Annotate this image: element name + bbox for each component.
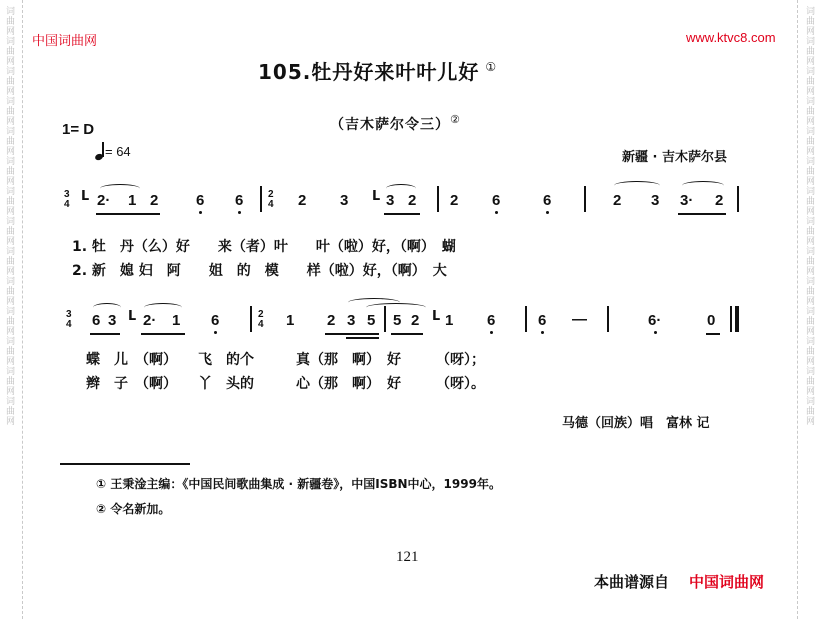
note: 6 [543,192,552,209]
song-region: 新疆 · 吉木萨尔县 [622,150,727,165]
note: 3· [680,192,694,209]
beam-underline [325,333,379,335]
song-subtitle [330,113,461,134]
note: 2 [327,312,336,329]
note: 1 [172,312,181,329]
breath-mark-icon: ᒪ [372,189,381,204]
performer-credit: 马德（回族）唱 富林 记 [562,416,710,431]
tempo-value: = 64 [105,144,131,159]
note: 6 [538,312,547,329]
note: 1 [445,312,454,329]
slur [366,303,426,312]
note: 6 [196,192,205,209]
barline [437,186,439,212]
slur [144,303,182,312]
barline [250,306,252,332]
beam-underline [90,333,120,335]
song-subtitle-text: （吉木萨尔令三） [330,117,450,133]
page-number: 121 [396,549,419,565]
time-signature: 3 4 [66,309,72,330]
beam-underline [391,333,423,335]
note: 1 [128,192,137,209]
title-footnote-mark: ① [485,60,498,74]
barline [525,306,527,332]
note: 2 [298,192,307,209]
watermark-text: 词曲网词曲网词曲网词曲网词曲网词曲网词曲网词曲网词曲网词曲网词曲网词曲网词曲网词曲网 [804,6,814,426]
beam-underline [678,213,726,215]
note: 2 [715,192,724,209]
slur [614,181,660,190]
source-prefix: 本曲谱源自 [594,573,670,591]
note: 1 [286,312,295,329]
note: 2· [97,192,111,209]
barline [584,186,586,212]
barline [737,186,739,212]
beam-underline [706,333,720,335]
note: 2· [143,312,157,329]
note: 2 [411,312,420,329]
lyrics-verse1-line2: 蝶 儿 （啊） 飞 的个 真（那 啊） 好 （呀）； [72,352,485,368]
time-signature: 2 4 [258,309,264,330]
site-name-left: 中国词曲网 [32,34,98,49]
watermark-text: 词曲网词曲网词曲网词曲网词曲网词曲网词曲网词曲网词曲网词曲网词曲网词曲网词曲网词曲网 [4,6,14,426]
note: 2 [408,192,417,209]
source-credit [594,571,764,592]
lyrics-verse1-line1: 1. 牡 丹（么）好 来（者）叶 叶（啦）好，（啊） 蝴 [72,239,456,255]
breath-mark-icon: ᒪ [81,189,90,204]
slur [682,181,724,190]
source-site-link[interactable]: 中国词曲网 [689,573,765,591]
beam-underline [346,337,379,339]
note: 3 [340,192,349,209]
note: 2 [613,192,622,209]
note: 6 [211,312,220,329]
slur [100,184,140,193]
slur [93,303,121,312]
rest: 0 [707,312,716,329]
note: 3 [386,192,395,209]
note: 6 [487,312,496,329]
note: 6· [648,312,662,329]
slur [386,184,416,193]
time-signature: 3 4 [64,189,70,210]
key-signature: 1= D [62,121,95,138]
beam-underline [96,213,160,215]
song-title-text: 105.牡丹好来叶叶儿好 [258,60,480,84]
lyrics-verse2-line2: 辫 子 （啊） 丫 头的 心（那 啊） 好 （呀）。 [72,376,485,392]
barline [260,186,262,212]
footnote-1: ① 王秉淦主编：《中国民间歌曲集成 · 新疆卷》，中国ISBN中心，1999年。 [96,477,501,491]
tempo-marking [95,142,131,160]
dash-extension: — [572,311,587,328]
note: 3 [108,312,117,329]
site-url-right: www.ktvc8.com [686,30,776,45]
score-line-2 [0,306,820,346]
footnote-divider [60,463,190,465]
final-barline-thick [735,306,739,332]
note: 2 [150,192,159,209]
note: 3 [651,192,660,209]
breath-mark-icon: ᒪ [128,309,137,324]
beam-underline [384,213,420,215]
subtitle-footnote-mark: ② [450,113,461,126]
quarter-note-icon [95,142,105,160]
score-line-1 [0,186,820,226]
footnote-2: ② 令名新加。 [96,502,171,516]
beam-underline [141,333,185,335]
note: 3 [347,312,356,329]
note: 5 [393,312,402,329]
time-signature: 2 4 [268,189,274,210]
note: 5 [367,312,376,329]
note: 2 [450,192,459,209]
final-barline-thin [730,306,732,332]
breath-mark-icon: ᒪ [432,309,441,324]
note: 6 [235,192,244,209]
lyrics-verse2-line1: 2. 新 媳 妇 阿 姐 的 模 样（啦）好，（啊） 大 [72,263,447,279]
note: 6 [492,192,501,209]
note: 6 [92,312,101,329]
barline [607,306,609,332]
song-title [258,56,497,85]
